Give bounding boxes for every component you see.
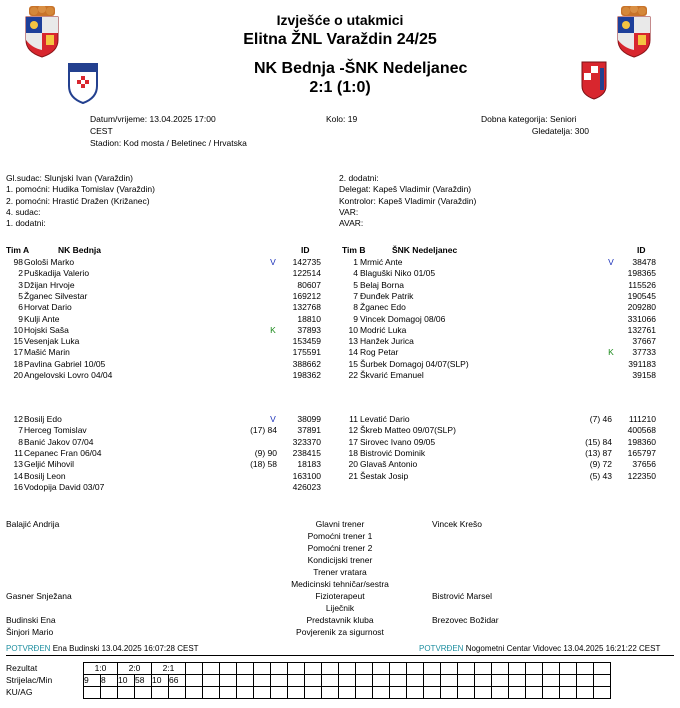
- scorer-number: 9: [84, 675, 101, 687]
- empty-cell: [560, 687, 577, 699]
- empty-cell: [339, 675, 356, 687]
- empty-cell: [339, 663, 356, 675]
- player-id: 132768: [292, 302, 321, 313]
- empty-cell: [509, 687, 526, 699]
- player-number: 3: [18, 279, 23, 290]
- result-cell: 1:0: [84, 663, 118, 675]
- official-line: VAR:: [339, 206, 359, 217]
- player-name: Škvarić Emanuel: [360, 370, 424, 380]
- report-title: Izvješće o utakmici: [276, 12, 404, 28]
- attendance: Gledatelja: 300: [531, 126, 589, 136]
- player-row: [0, 314, 680, 325]
- empty-cell: [322, 675, 339, 687]
- player-row: [0, 359, 680, 370]
- empty-cell: [407, 663, 424, 675]
- player-number: 7: [353, 290, 358, 301]
- official-line: Kontrolor: Kapeš Vladimir (Varaždin): [339, 195, 477, 206]
- confirmation-home: [6, 644, 199, 653]
- empty-cell: [288, 675, 305, 687]
- player-row: [0, 257, 680, 268]
- goalkeeper-mark: V: [608, 257, 614, 267]
- empty-cell: [118, 687, 135, 699]
- scorer-row: [84, 675, 611, 687]
- official-line: Gl.sudac: Slunjski Ivan (Varaždin): [6, 173, 133, 183]
- player-row: [0, 347, 680, 358]
- empty-cell: [254, 687, 271, 699]
- player-name: Rog Petar: [360, 347, 399, 358]
- home-team-name: NK Bednja: [254, 60, 335, 77]
- empty-cell: [220, 675, 237, 687]
- staff-away-person: Bistrović Marsel: [432, 591, 492, 601]
- player-name: Vodopija David 03/07: [24, 481, 105, 492]
- match-datetime: Datum/vrijeme: 13.04.2025 17:00: [90, 114, 216, 124]
- empty-cell: [254, 675, 271, 687]
- player-row: [0, 336, 680, 347]
- player-name: Mašić Marin: [24, 347, 70, 358]
- player-number: 15: [13, 336, 23, 347]
- player-name: Džijan Hrvoje: [24, 279, 75, 290]
- player-name: Bosilj Leon: [24, 470, 66, 481]
- player-id: 198362: [292, 370, 321, 380]
- player-id: 38099: [297, 414, 321, 424]
- player-number: 1: [353, 257, 358, 267]
- team-b-label: Tim B: [342, 245, 366, 255]
- team-b-id-header: ID: [637, 245, 646, 255]
- empty-cell: [526, 687, 543, 699]
- player-name: Pavlina Gabriel 10/05: [24, 358, 106, 369]
- empty-cell: [220, 687, 237, 699]
- player-number: 15: [348, 358, 358, 369]
- row-label-ku-ag: KU/AG: [6, 687, 33, 697]
- empty-cell: [203, 675, 220, 687]
- player-row: [0, 325, 680, 336]
- player-name: Hojski Saša: [24, 324, 69, 335]
- official-line: 4. sudac:: [6, 206, 41, 217]
- staff-role: Kondicijski trener: [307, 555, 373, 565]
- player-number: 13: [348, 336, 358, 347]
- player-number: 98: [13, 257, 23, 267]
- goal-minute: 8: [101, 675, 118, 687]
- player-number: 18: [348, 447, 358, 458]
- substitution-minute: (9) 90: [254, 447, 277, 458]
- player-id: 426023: [292, 481, 321, 492]
- captain-mark: K: [270, 324, 276, 335]
- staff-role: Trener vratara: [313, 567, 367, 577]
- player-id: 18183: [297, 459, 321, 470]
- player-name: Mrmić Ante: [360, 257, 403, 267]
- player-number: 10: [348, 324, 358, 335]
- empty-cell: [475, 663, 492, 675]
- player-id: 18810: [297, 313, 321, 324]
- player-name: Žganec Silvestar: [24, 290, 88, 301]
- player-id: 391183: [628, 358, 656, 369]
- player-number: 8: [353, 302, 358, 313]
- empty-cell: [288, 663, 305, 675]
- player-number: 20: [348, 459, 358, 470]
- empty-cell: [441, 675, 458, 687]
- player-id: 132761: [627, 324, 656, 335]
- staff-away-person: Brezovec Božidar: [432, 615, 499, 625]
- empty-cell: [101, 687, 118, 699]
- empty-cell: [356, 663, 373, 675]
- row-label-scorers: Strijelac/Min: [6, 675, 53, 685]
- empty-cell: [577, 663, 594, 675]
- player-id: 388662: [292, 358, 321, 369]
- empty-cell: [424, 687, 441, 699]
- player-row: [0, 471, 680, 482]
- row-label-result: Rezultat: [6, 663, 38, 673]
- empty-cell: [543, 687, 560, 699]
- team-b-name: ŠNK Nedeljanec: [392, 245, 458, 255]
- empty-cell: [305, 687, 322, 699]
- player-number: 18: [13, 358, 23, 369]
- player-name: Belaj Borna: [360, 279, 404, 290]
- match-stadium: Stadion: Kod mosta / Beletinec / Hrvatska: [90, 138, 247, 148]
- player-id: 400568: [627, 425, 656, 436]
- player-id: 198360: [627, 436, 656, 447]
- player-id: 190545: [627, 290, 656, 301]
- staff-home-person: Šinjori Mario: [6, 627, 54, 637]
- player-id: 39158: [632, 370, 656, 380]
- player-id: 122350: [627, 470, 656, 481]
- player-id: 169212: [292, 290, 321, 301]
- confirmation-home-text: Ena Budinski 13.04.2025 16:07:28 CEST: [52, 644, 199, 653]
- match-timezone: CEST: [90, 126, 113, 136]
- empty-cell: [594, 663, 611, 675]
- player-id: 331066: [627, 313, 656, 324]
- player-id: 37893: [297, 324, 321, 335]
- staff-role: Medicinski tehničar/sestra: [291, 579, 389, 589]
- empty-cell: [203, 687, 220, 699]
- confirmation-away: [419, 644, 660, 653]
- empty-cell: [594, 687, 611, 699]
- player-name: Geljić Mihovil: [24, 459, 75, 470]
- captain-mark: K: [608, 347, 614, 358]
- player-name: Sirovec Ivano 09/05: [360, 436, 436, 447]
- empty-cell: [475, 675, 492, 687]
- empty-cell: [186, 663, 203, 675]
- player-number: 4: [353, 268, 358, 279]
- empty-cell: [373, 675, 390, 687]
- empty-cell: [407, 675, 424, 687]
- empty-cell: [271, 687, 288, 699]
- empty-cell: [237, 663, 254, 675]
- player-id: 142735: [292, 257, 321, 267]
- empty-cell: [407, 687, 424, 699]
- result-row: [84, 663, 611, 675]
- empty-cell: [390, 675, 407, 687]
- player-id: 37656: [632, 459, 656, 470]
- player-id: 175591: [292, 347, 321, 358]
- player-id: 122514: [292, 268, 321, 279]
- empty-cell: [594, 675, 611, 687]
- empty-cell: [441, 663, 458, 675]
- player-id: 238415: [292, 447, 321, 458]
- player-name: Modrić Luka: [360, 324, 407, 335]
- scorer-number: 10: [118, 675, 135, 687]
- goal-minute: 66: [169, 675, 186, 687]
- empty-cell: [288, 687, 305, 699]
- player-id: 38478: [632, 257, 656, 267]
- player-row: [0, 425, 680, 436]
- player-name: Đunđek Patrik: [360, 290, 414, 301]
- player-number: 9: [353, 313, 358, 324]
- player-name: Bistrović Dominik: [360, 447, 426, 458]
- player-number: 14: [13, 470, 23, 481]
- player-number: 5: [18, 290, 23, 301]
- player-id: 198365: [627, 268, 656, 279]
- player-row: [0, 437, 680, 448]
- substitution-minute: (13) 87: [585, 447, 612, 458]
- player-number: 21: [348, 470, 358, 481]
- player-id: 153459: [292, 336, 321, 347]
- player-name: Horvat Dario: [24, 302, 72, 313]
- match-teams: [254, 60, 467, 78]
- empty-cell: [577, 675, 594, 687]
- empty-cell: [424, 663, 441, 675]
- age-category: Dobna kategorija: Seniori: [481, 114, 577, 124]
- staff-role: Pomoćni trener 1: [307, 531, 373, 541]
- team-a-id-header: ID: [301, 245, 310, 255]
- substitution-minute: (15) 84: [585, 436, 612, 447]
- empty-cell: [186, 675, 203, 687]
- player-name: Vincek Domagoj 08/06: [360, 313, 446, 324]
- player-name: Blaguški Niko 01/05: [360, 268, 436, 279]
- substitution-minute: (9) 72: [589, 459, 612, 470]
- player-row: [0, 414, 680, 425]
- player-row: [0, 268, 680, 279]
- player-number: 2: [18, 268, 23, 279]
- substitution-minute: (7) 46: [589, 414, 612, 424]
- team-a-label: Tim A: [6, 245, 30, 255]
- player-number: 20: [13, 370, 23, 380]
- player-id: 80607: [297, 279, 321, 290]
- result-cell: 2:0: [118, 663, 152, 675]
- player-name: Vesenjak Luka: [24, 336, 80, 347]
- staff-role: Glavni trener: [315, 519, 365, 529]
- empty-cell: [373, 687, 390, 699]
- staff-role: Predstavnik kluba: [306, 615, 374, 625]
- player-name: Šurbek Domagoj 04/07(SLP): [360, 358, 469, 369]
- player-number: 12: [13, 414, 23, 424]
- empty-cell: [373, 663, 390, 675]
- confirmation-away-text: Nogometni Centar Vidovec 13.04.2025 16:21:22 CEST: [465, 644, 661, 653]
- confirmed-label: POTVRĐEN: [419, 644, 464, 653]
- ku-ag-row: [84, 687, 611, 699]
- player-row: [0, 302, 680, 313]
- empty-cell: [390, 663, 407, 675]
- player-number: 17: [348, 436, 358, 447]
- goalkeeper-mark: V: [270, 414, 276, 424]
- staff-role: Liječnik: [325, 603, 355, 613]
- empty-cell: [356, 687, 373, 699]
- empty-cell: [526, 663, 543, 675]
- player-name: Žganec Edo: [360, 302, 406, 313]
- player-row: [0, 370, 680, 381]
- player-name: Glavaš Antonio: [360, 459, 418, 470]
- player-number: 11: [14, 447, 23, 458]
- player-id: 115526: [628, 279, 656, 290]
- player-name: Šestak Josip: [360, 470, 409, 481]
- player-name: Herceg Tomislav: [24, 425, 87, 436]
- empty-cell: [169, 687, 186, 699]
- empty-cell: [203, 663, 220, 675]
- empty-cell: [458, 663, 475, 675]
- player-id: 37667: [632, 336, 656, 347]
- staff-role: Pomoćni trener 2: [307, 543, 373, 553]
- player-number: 6: [18, 302, 23, 313]
- empty-cell: [543, 663, 560, 675]
- staff-home-person: Balajić Andrija: [6, 519, 60, 529]
- empty-cell: [271, 675, 288, 687]
- official-line: AVAR:: [339, 218, 364, 229]
- player-id: 209280: [627, 302, 656, 313]
- player-name: Levatić Dario: [360, 414, 410, 424]
- player-number: 5: [353, 279, 358, 290]
- empty-cell: [560, 663, 577, 675]
- official-line: 1. dodatni:: [6, 218, 46, 229]
- empty-cell: [135, 687, 152, 699]
- player-name: Bosilj Edo: [24, 414, 62, 424]
- staff-home-person: Gasner Snježana: [6, 591, 72, 601]
- confirmed-label: POTVRĐEN: [6, 644, 51, 653]
- player-id: 37891: [297, 425, 321, 436]
- player-name: Hanžek Jurica: [360, 336, 414, 347]
- goalkeeper-mark: V: [270, 257, 276, 267]
- empty-cell: [84, 687, 101, 699]
- empty-cell: [305, 663, 322, 675]
- player-number: 11: [349, 414, 358, 424]
- empty-cell: [254, 663, 271, 675]
- player-number: 8: [18, 436, 23, 447]
- substitution-minute: (5) 43: [589, 470, 612, 481]
- empty-cell: [356, 675, 373, 687]
- team-separator: -: [339, 60, 345, 77]
- player-row: [0, 448, 680, 459]
- official-line: 1. pomoćni: Hudika Tomislav (Varaždin): [6, 184, 155, 195]
- player-number: 16: [13, 481, 23, 492]
- player-name: Banić Jakov 07/04: [24, 436, 94, 447]
- player-row: [0, 482, 680, 493]
- empty-cell: [526, 675, 543, 687]
- official-line: 2. dodatni:: [339, 173, 379, 183]
- substitution-minute: (18) 58: [250, 459, 277, 470]
- substitution-minute: (17) 84: [250, 425, 277, 436]
- empty-cell: [475, 687, 492, 699]
- player-name: Kulji Ante: [24, 313, 60, 324]
- empty-cell: [186, 687, 203, 699]
- player-name: Puškadija Valerio: [24, 268, 90, 279]
- player-id: 111210: [628, 414, 656, 424]
- player-number: 7: [18, 425, 23, 436]
- player-number: 13: [13, 459, 23, 470]
- empty-cell: [424, 675, 441, 687]
- staff-role: Povjerenik za sigurnost: [296, 627, 384, 637]
- empty-cell: [339, 687, 356, 699]
- player-id: 165797: [627, 447, 656, 458]
- player-id: 323370: [292, 436, 321, 447]
- player-row: [0, 280, 680, 291]
- scorer-number: 10: [152, 675, 169, 687]
- player-id: 163100: [292, 470, 321, 481]
- player-name: Škreb Matteo 09/07(SLP): [360, 425, 456, 436]
- player-name: Angelovski Lovro 04/04: [24, 370, 113, 380]
- player-row: [0, 291, 680, 302]
- empty-cell: [220, 663, 237, 675]
- official-line: 2. pomoćni: Hrastić Dražen (Križanec): [6, 195, 150, 206]
- empty-cell: [322, 687, 339, 699]
- empty-cell: [560, 675, 577, 687]
- empty-cell: [390, 687, 407, 699]
- empty-cell: [492, 675, 509, 687]
- player-name: Gološi Marko: [24, 257, 75, 267]
- empty-cell: [271, 663, 288, 675]
- empty-cell: [237, 687, 254, 699]
- player-number: 9: [18, 313, 23, 324]
- empty-cell: [543, 675, 560, 687]
- score-progression-table: [83, 662, 611, 699]
- empty-cell: [305, 675, 322, 687]
- empty-cell: [458, 675, 475, 687]
- player-number: 22: [348, 370, 358, 380]
- result-cell: 2:1: [152, 663, 186, 675]
- empty-cell: [237, 675, 254, 687]
- away-team-name: ŠNK Nedeljanec: [344, 60, 468, 77]
- final-score: 2:1 (1:0): [309, 79, 371, 96]
- player-row: [0, 459, 680, 470]
- team-a-name: NK Bednja: [58, 245, 101, 255]
- empty-cell: [441, 687, 458, 699]
- divider: [6, 655, 674, 656]
- player-name: Cepanec Fran 06/04: [24, 447, 102, 458]
- staff-role: Fizioterapeut: [315, 591, 365, 601]
- player-number: 17: [13, 347, 23, 358]
- player-number: 10: [13, 324, 23, 335]
- match-round: Kolo: 19: [326, 114, 358, 124]
- empty-cell: [458, 687, 475, 699]
- player-number: 14: [348, 347, 358, 358]
- empty-cell: [509, 663, 526, 675]
- empty-cell: [152, 687, 169, 699]
- goal-minute: 58: [135, 675, 152, 687]
- empty-cell: [577, 687, 594, 699]
- official-line: Delegat: Kapeš Vladimir (Varaždin): [339, 184, 472, 195]
- player-number: 12: [348, 425, 358, 436]
- competition-name: Elitna ŽNL Varaždin 24/25: [243, 31, 437, 48]
- empty-cell: [492, 663, 509, 675]
- empty-cell: [492, 687, 509, 699]
- empty-cell: [322, 663, 339, 675]
- staff-away-person: Vincek Krešo: [432, 519, 482, 529]
- player-id: 37733: [632, 347, 656, 358]
- staff-home-person: Budinski Ena: [6, 615, 56, 625]
- empty-cell: [509, 675, 526, 687]
